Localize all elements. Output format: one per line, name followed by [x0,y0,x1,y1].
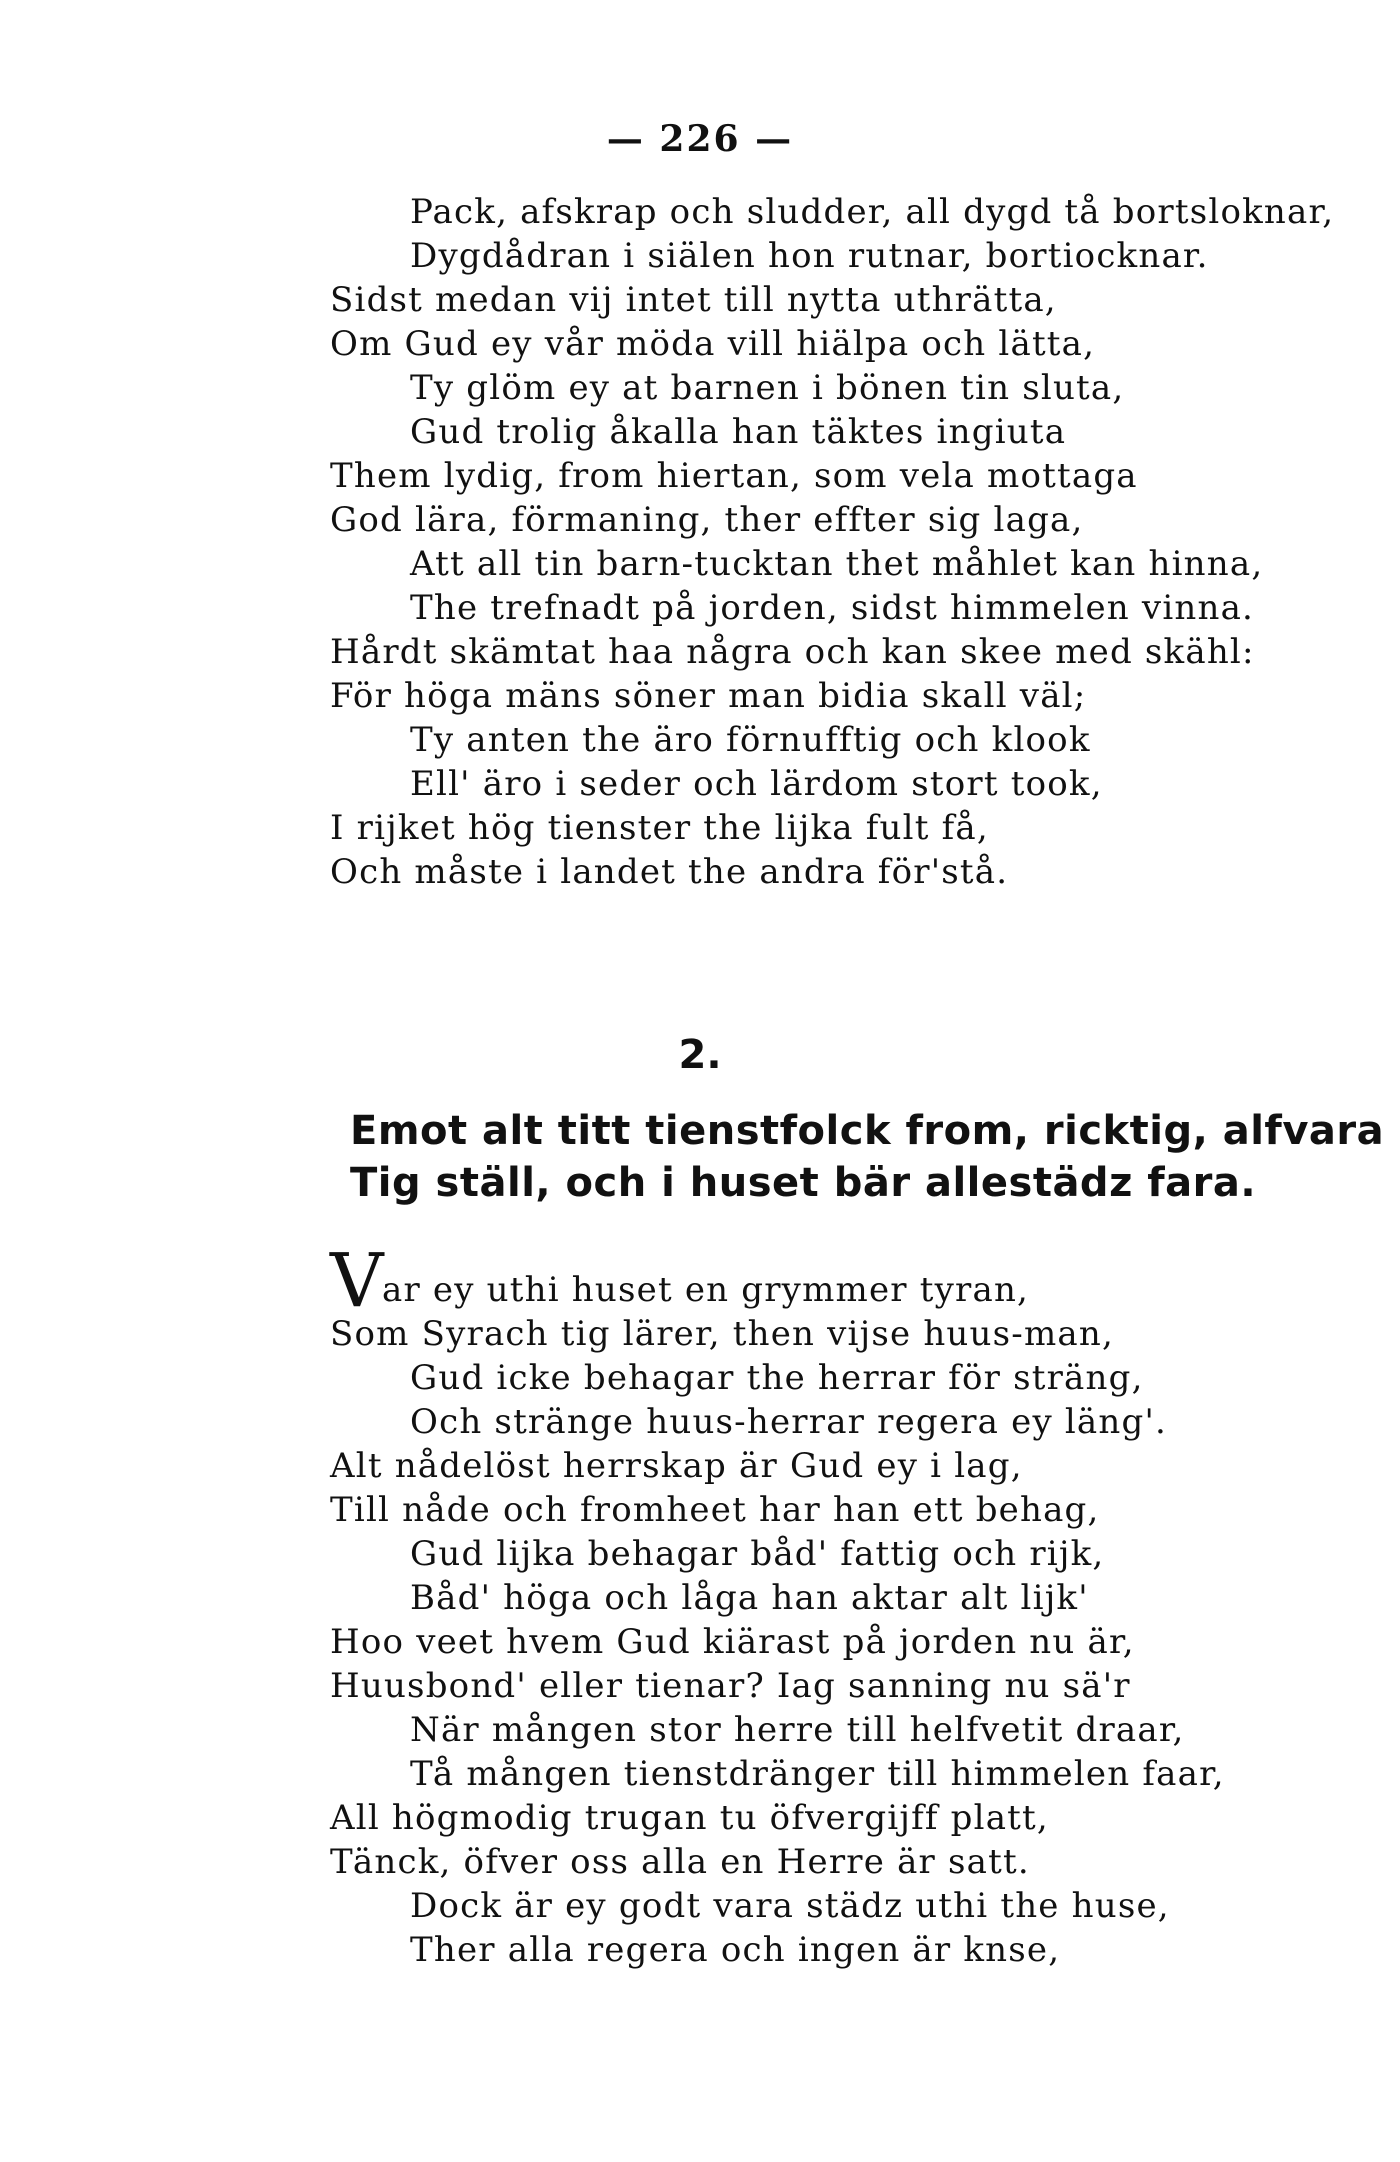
verse-line: Gud trolig åkalla han täktes ingiuta [410,412,1067,452]
poem-first-line: ar ey uthi huset en grymmer tyran, [382,1270,1030,1310]
page-number: — 226 — [606,118,794,160]
poem-line: Huusbond' eller tienar? Iag sanning nu sä'r [330,1666,1131,1706]
verse-line: Hårdt skämtat haa några och kan skee med skähl: [330,632,1255,672]
section-heading-line-2: Tig ställ, och i huset bär allestädz fara. [350,1160,1257,1206]
poem-line: Dock är ey godt vara städz uthi the huse, [410,1886,1170,1926]
verse-line: Pack, afskrap och sludder, all dygd tå bortsloknar, [410,192,1335,232]
poem-line: All högmodig trugan tu öfvergijff platt, [330,1798,1049,1838]
verse-line: Om Gud ey vår möda vill hiälpa och lätta, [330,324,1096,364]
verse-line: Ty anten the äro förnufftig och klook [410,720,1091,760]
poem-line: Ther alla regera och ingen är knse, [410,1930,1061,1970]
verse-line: I rijket hög tienster the lijka fult få, [330,808,989,848]
verse-line: Them lydig, from hiertan, som vela mottaga [330,456,1138,496]
verse-line: The trefnadt på jorden, sidst himmelen vinna. [410,588,1255,628]
poem-line: Alt nådelöst herrskap är Gud ey i lag, [330,1446,1023,1486]
poem-line: Och stränge huus-herrar regera ey läng'. [410,1402,1168,1442]
section-number: 2. [678,1032,722,1078]
verse-line: Ty glöm ey at barnen i bönen tin sluta, [410,368,1125,408]
section-heading-line-1: Emot alt titt tienstfolck from, ricktig, alfvara [350,1108,1385,1154]
poem-line: Gud lijka behagar båd' fattig och rijk, [410,1534,1105,1574]
poem-line: Gud icke behagar the herrar för sträng, [410,1358,1144,1398]
verse-line: Ell' äro i seder och lärdom stort took, [410,764,1103,804]
verse-line: Att all tin barn-tucktan thet måhlet kan hinna, [410,544,1264,584]
verse-line: God lära, förmaning, ther effter sig laga, [330,500,1084,540]
poem-line: Tå mången tienstdränger till himmelen faar, [410,1754,1225,1794]
verse-line: Och måste i landet the andra för'stå. [330,852,1009,892]
verse-line: För höga mäns söner man bidia skall väl; [330,676,1087,716]
poem-line: Som Syrach tig lärer, then vijse huus-man, [330,1314,1114,1354]
verse-line: Dygdådran i siälen hon rutnar, bortiocknar. [410,236,1209,276]
drop-cap: V [330,1238,384,1324]
poem-line: Till nåde och fromheet har han ett behag, [330,1490,1100,1530]
poem-line: Tänck, öfver oss alla en Herre är satt. [330,1842,1030,1882]
poem-line: Båd' höga och låga han aktar alt lijk' [410,1578,1089,1618]
verse-line: Sidst medan vij intet till nytta uthrätta, [330,280,1057,320]
poem-line: När mången stor herre till helfvetit draar, [410,1710,1185,1750]
poem-line: Hoo veet hvem Gud kiärast på jorden nu är, [330,1622,1135,1662]
